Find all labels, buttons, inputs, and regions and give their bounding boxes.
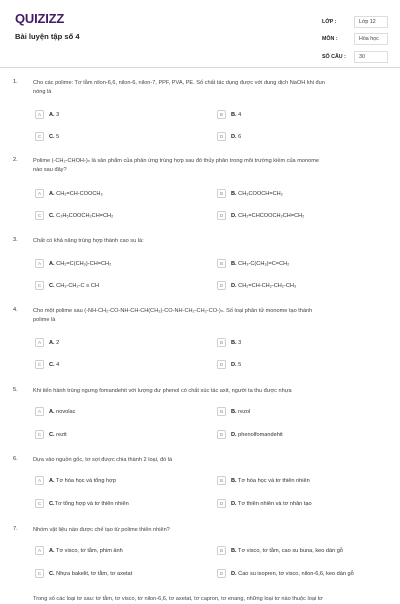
option-label: D. (231, 570, 237, 577)
option-label: B. (231, 547, 237, 554)
option-letter-box: A (35, 189, 44, 198)
option-letter-box: C (35, 132, 44, 141)
question-line: Polime (-CH₂-CHOH-)ₙ là sản phẩm của phản ứng trùng hợp sau đó thủy phân trong môi trường kiềm của monome (33, 158, 319, 164)
option-d[interactable] (217, 210, 304, 221)
option-b[interactable] (217, 258, 289, 269)
option-label: A. (49, 260, 55, 267)
option-label: D. (231, 133, 237, 140)
question-text (33, 237, 389, 246)
option-letter-box: D (217, 281, 226, 290)
question-line: nóng là (33, 88, 52, 95)
option-label: A. (49, 111, 55, 118)
meta-value-class: Lớp 12 (354, 16, 388, 28)
question-line: Cho các polime: Tơ tằm nilon-6,6, nilon-6, nilon-7, PPF, PVA, PE. Số chất tác dụng được với dung dịch NaOH khi đun (33, 80, 325, 86)
option-text: Tơ hóa học và tổng hợp (56, 477, 116, 484)
option-text: 5 (238, 361, 242, 368)
option-c[interactable] (35, 210, 113, 221)
option-text: CH₂=CH-COOCH₃ (56, 190, 103, 197)
option-text: CH₃COOCH=CH₂ (238, 190, 283, 197)
question-number: 2. (13, 157, 18, 163)
option-label: A. (49, 339, 55, 346)
option-letter-box: A (35, 259, 44, 268)
option-label: B. (231, 408, 237, 415)
option-letter-box: A (35, 546, 44, 555)
option-a[interactable] (35, 545, 123, 556)
option-d[interactable] (217, 131, 241, 142)
option-d[interactable] (217, 280, 296, 291)
option-label: D. (231, 282, 237, 289)
question-text (33, 307, 389, 324)
option-a[interactable] (35, 188, 103, 199)
worksheet-title: Bài luyện tập số 4 (15, 32, 80, 41)
option-label: B. (231, 111, 237, 118)
option-text: C₂H₅COOCH₂CH=CH₂ (56, 212, 114, 219)
option-a[interactable] (35, 406, 75, 417)
option-b[interactable] (217, 406, 250, 417)
meta-label: LỚP : (322, 18, 337, 25)
option-d[interactable] (217, 359, 241, 370)
option-letter-box: B (217, 546, 226, 555)
option-letter-box: B (217, 338, 226, 347)
option-text: novolac (56, 408, 76, 415)
option-label: A. (49, 408, 55, 415)
option-label: A. (49, 477, 55, 484)
option-text: rezit (56, 431, 67, 438)
option-letter-box: A (35, 476, 44, 485)
option-d[interactable] (217, 498, 312, 509)
option-letter-box: D (217, 211, 226, 220)
option-letter-box: C (35, 430, 44, 439)
option-c[interactable] (35, 131, 59, 142)
question-line: Nhóm vật liệu nào được chế tạo từ polime thiên nhiên? (33, 527, 170, 533)
option-a[interactable] (35, 109, 59, 120)
meta-value-subject: Hóa học (354, 33, 388, 45)
option-letter-box: B (217, 189, 226, 198)
option-label: D. (231, 431, 237, 438)
meta-row-subject (322, 31, 388, 49)
question-line: Cho một polime sau (-NH-CH₂-CO-NH-CH-CH(CH₃)-CO-NH-CH₂-CH₂-CO-)ₙ. Số loại phân tử monome tạo thành (33, 308, 313, 314)
question-line: Dựa vào nguồn gốc, tơ sợi được chia thành 2 loại, đó là (33, 457, 173, 463)
option-c[interactable] (35, 498, 129, 509)
option-letter-box: B (217, 110, 226, 119)
option-label: B. (231, 339, 237, 346)
option-text: Tơ visco, tơ tằm, cao su buna, keo dán gỗ (238, 547, 344, 554)
option-text: 3 (238, 339, 242, 346)
meta-row-class (322, 13, 388, 31)
option-b[interactable] (217, 109, 241, 120)
option-letter-box: B (217, 476, 226, 485)
question-number: 7. (13, 526, 18, 532)
option-label: C. (49, 570, 55, 577)
option-text: 3 (56, 111, 60, 118)
option-text: Tơ hóa học và tơ thiên nhiên (238, 477, 310, 484)
option-text: 4 (238, 111, 242, 118)
option-letter-box: B (217, 407, 226, 416)
option-c[interactable] (35, 429, 67, 440)
option-b[interactable] (217, 188, 283, 199)
option-label: D. (231, 361, 237, 368)
option-label: C. (49, 282, 55, 289)
meta-label: MÔN : (322, 36, 338, 43)
option-text: 6 (238, 133, 242, 140)
option-text: 2 (56, 339, 60, 346)
option-text: Nhựa bakelit, tơ tằm, tơ axetat (56, 570, 133, 577)
question-number: 6. (13, 456, 18, 462)
option-label: C. (49, 431, 55, 438)
option-letter-box: D (217, 132, 226, 141)
question-text (33, 157, 389, 174)
option-text: Tơ thiên nhiên và tơ nhân tạo (238, 500, 312, 507)
option-a[interactable] (35, 475, 116, 486)
option-letter-box: D (217, 499, 226, 508)
question-number: 5. (13, 387, 18, 393)
option-letter-box: C (35, 499, 44, 508)
option-label: C. (49, 133, 55, 140)
option-letter-box: C (35, 281, 44, 290)
question-line: nào sau đây? (33, 166, 67, 173)
option-text: CH₂=CHCOOCH₂CH=CH₂ (238, 212, 305, 219)
option-text: Tơ visco, tơ tằm, phim ảnh (56, 547, 123, 554)
option-letter-box: D (217, 430, 226, 439)
option-text: 4 (56, 361, 60, 368)
header-divider (0, 67, 400, 68)
option-c[interactable] (35, 568, 132, 579)
option-text: Tơ tổng hợp và tơ thiên nhiên (54, 500, 129, 507)
option-letter-box: C (35, 569, 44, 578)
option-a[interactable] (35, 337, 59, 348)
meta-row-count (322, 48, 388, 66)
option-d[interactable] (217, 568, 354, 579)
quizizz-logo: QUIZIZZ (15, 11, 65, 26)
option-label: B. (231, 190, 237, 197)
option-letter-box: C (35, 360, 44, 369)
option-text: rezol (238, 408, 251, 415)
question-number: 3. (13, 237, 18, 243)
question-text (33, 526, 389, 535)
option-label: B. (231, 477, 237, 484)
option-b[interactable] (217, 337, 241, 348)
option-label: C. (49, 361, 55, 368)
option-letter-box: C (35, 211, 44, 220)
option-text: CH₂=CH-CH₂-CH₂-CH₃ (238, 282, 297, 289)
option-letter-box: A (35, 407, 44, 416)
option-label: C. (49, 500, 55, 507)
option-c[interactable] (35, 359, 59, 370)
meta-value-count: 30 (354, 51, 388, 63)
option-letter-box: A (35, 338, 44, 347)
option-text: Cao su isopren, tơ visco, nilon-6,6, keo dán gỗ (238, 570, 354, 577)
option-text: CH₃-C(CH₃)=C=CH₂ (238, 260, 290, 267)
question-number: 1. (13, 79, 18, 85)
option-text: CH₃-CH₂-C ≡ CH (56, 282, 99, 289)
option-text: CH₂=C(CH₃)-CH=CH₂ (56, 260, 112, 267)
option-label: B. (231, 260, 237, 267)
option-letter-box: A (35, 110, 44, 119)
question-line: polime là (33, 316, 56, 323)
option-label: D. (231, 212, 237, 219)
option-letter-box: B (217, 259, 226, 268)
option-letter-box: D (217, 569, 226, 578)
option-label: A. (49, 547, 55, 554)
question-text (33, 387, 389, 396)
option-d[interactable] (217, 429, 283, 440)
option-b[interactable] (217, 475, 310, 486)
question-text: Trong số các loại tơ sau: tơ tằm, tơ visco, tơ nilon-6,6, tơ axetat, tơ capron, tơ enang, những loại tơ nào thuộc loại tơ (33, 596, 323, 602)
option-text: 5 (56, 133, 60, 140)
option-a[interactable] (35, 258, 111, 269)
question-line: Chất có khả năng trùng hợp thành cao su là: (33, 238, 144, 244)
meta-table (322, 13, 388, 66)
option-label: D. (231, 500, 237, 507)
option-letter-box: D (217, 360, 226, 369)
question-text (33, 456, 389, 465)
question-text (33, 79, 389, 96)
option-label: A. (49, 190, 55, 197)
option-text: phenolfomandehit (238, 431, 283, 438)
option-c[interactable] (35, 280, 99, 291)
question-line: Khi tiến hành trùng ngưng fomandehit với lượng dư phenol có chất xúc tác axit, người ta thu được nhựa (33, 388, 292, 394)
meta-label: SỐ CÂU : (322, 53, 346, 60)
question-number: 4. (13, 307, 18, 313)
option-label: C. (49, 212, 55, 219)
option-b[interactable] (217, 545, 343, 556)
